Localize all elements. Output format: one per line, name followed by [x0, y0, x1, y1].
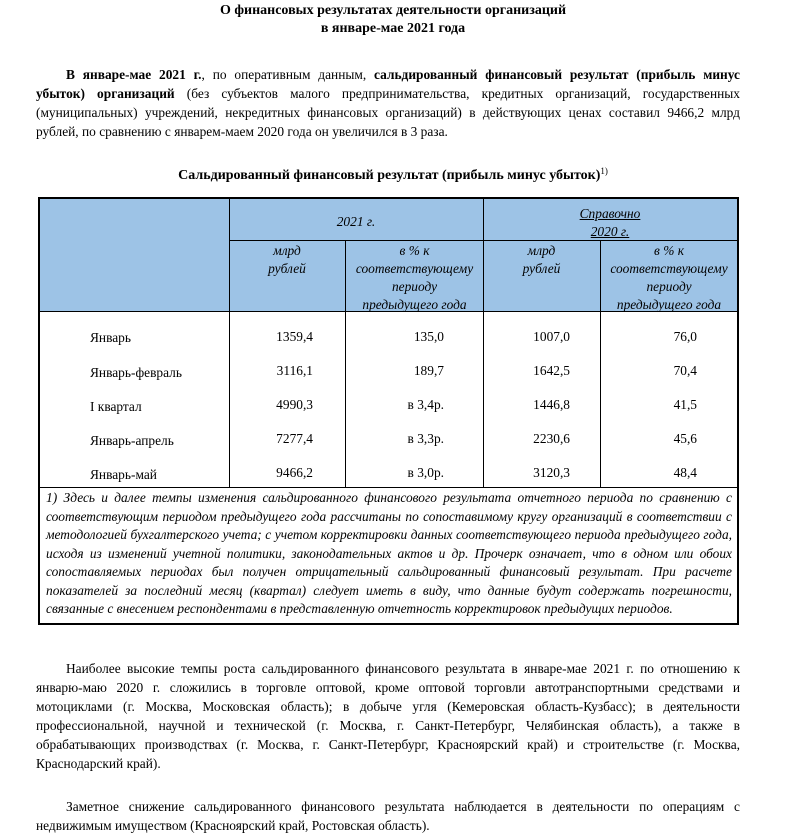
subheader-2020-mlrd-line-2: рублей	[522, 261, 561, 276]
document-title-line-2: в январе-мае 2021 года	[320, 21, 466, 36]
table-footnote: 1) Здесь и далее темпы изменения сальдированного финансового результата отчетного периода по сравнению с соответствующим периодом предыдущего года рассчитаны по сопоставимому кругу организаций в соответствии с методологией бухгалтерского учета; с учетом корректировки данных соответствующего периода предыдущего года, исходя из изменений учетной политики, законодательных актов и др. Прочерк означает, что в одном или обоих сопоставляемых периодах был получен отрицательный сальдированный финансовый результат. При расчете показателей за последний месяц (квартал) следует иметь в виду, что данные будут содержать погрешности, связанные с внесением респондентами в представленную отчетность корректировок предыдущих периодов.	[46, 490, 732, 616]
cell-q1-2021-value: 4990,3	[276, 397, 313, 412]
cell-jan-apr-2020-value: 2230,6	[533, 431, 570, 446]
header-2021: 2021 г.	[336, 214, 376, 229]
row-label-jan-may: Январь-май	[90, 467, 157, 482]
intro-text-2: (без субъектов малого предпринимательства, кредитных организаций, государственных (муниципальных) учреждений, некредитных финансовых организаций) в действующих ценах составил 9466,2 млрд рублей, по сравнению с январем-маем 2020 года он увеличился в 3 раза.	[36, 86, 740, 139]
cell-jan-2021-pct: 135,0	[413, 329, 444, 344]
subheader-2021-mlrd-line-2: рублей	[268, 261, 306, 276]
cell-jan-apr-2021-pct: в 3,3р.	[407, 431, 444, 446]
cell-jan-may-2020-pct: 48,4	[673, 465, 697, 480]
intro-bold-period: В январе-мае 2021 г.	[66, 67, 202, 82]
subheader-2020-pct	[601, 242, 737, 314]
financial-result-table	[38, 197, 739, 625]
cell-jan-feb-2021-value: 3116,1	[276, 363, 313, 378]
paragraph-growth: Наиболее высокие темпы роста сальдированного финансового результата в январе-мае 2021 г. по отношению к январю-маю 2020 г. сложились в торговле оптовой, кроме оптовой торговли автотранспортными средствами и мотоциклами (г. Москва, Московская область); в добыче угля (Кемеровская область-Кузбасс); в деятельности профессиональной, научной и технической (г. Москва, г. Санкт-Петербург, Челябинская область), а также в обрабатывающих производствах (г. Москва, г. Санкт-Петербург, Красноярский край) и строительстве (г. Москва, Краснодарский край).	[36, 661, 740, 771]
subheader-2021-mlrd	[229, 242, 345, 278]
paragraph-decline: Заметное снижение сальдированного финансового результата наблюдается в деятельности по операциям с недвижимым имуществом (Красноярский край, Ростовская область).	[36, 799, 740, 833]
subheader-2021-pct-line-4: предыдущего года	[362, 297, 467, 312]
intro-text-1: , по оперативным данным,	[201, 67, 375, 82]
subheader-2020-pct-line-1: в % к	[654, 243, 684, 258]
header-reference-line-1: Справочно	[579, 206, 641, 221]
row-label-jan: Январь	[90, 330, 131, 345]
cell-jan-apr-2021-value: 7277,4	[276, 431, 313, 446]
header-reference-line-2: 2020 г.	[590, 224, 630, 239]
subheader-2020-mlrd-line-1: млрд	[527, 243, 556, 258]
row-label-jan-feb: Январь-февраль	[90, 365, 182, 380]
subheader-2021-pct-line-3: периоду	[391, 279, 438, 294]
cell-q1-2020-value: 1446,8	[533, 397, 570, 412]
cell-jan-feb-2020-value: 1642,5	[533, 363, 570, 378]
subheader-2020-mlrd	[483, 242, 600, 278]
cell-jan-feb-2020-pct: 70,4	[673, 363, 697, 378]
intro-bold-result: сальдированный финансовый результат (прибыль минус убыток) организаций	[36, 67, 740, 101]
cell-jan-2020-value: 1007,0	[533, 329, 570, 344]
subheader-2020-pct-line-4: предыдущего года	[616, 297, 722, 312]
cell-jan-feb-2021-pct: 189,7	[413, 363, 444, 378]
document-title-line-1: О финансовых результатах деятельности организаций	[219, 3, 567, 18]
subheader-2020-pct-line-3: периоду	[646, 279, 692, 294]
subheader-2021-pct-line-1: в % к	[399, 243, 430, 258]
subheader-2021-pct-line-2: соответствующему	[355, 261, 474, 276]
table-title	[0, 162, 786, 185]
document-title	[0, 2, 786, 38]
row-label-jan-apr: Январь-апрель	[90, 433, 174, 448]
table-title-footnote-mark: 1)	[600, 166, 608, 176]
cell-q1-2020-pct: 41,5	[673, 397, 697, 412]
subheader-2021-mlrd-line-1: млрд	[273, 243, 301, 258]
intro-paragraph	[36, 65, 740, 141]
cell-q1-2021-pct: в 3,4р.	[407, 397, 444, 412]
cell-jan-may-2020-value: 3120,3	[533, 465, 570, 480]
cell-jan-2021-value: 1359,4	[276, 329, 313, 344]
subheader-2021-pct	[346, 242, 483, 314]
cell-jan-2020-pct: 76,0	[673, 329, 697, 344]
row-label-q1: I квартал	[90, 399, 142, 414]
cell-jan-may-2021-value: 9466,2	[276, 465, 313, 480]
table-hline-note	[40, 487, 737, 488]
cell-jan-may-2021-pct: в 3,0р.	[407, 465, 444, 480]
header-reference	[483, 205, 737, 241]
table-title-text: Сальдированный финансовый результат (прибыль минус убыток)	[178, 168, 601, 183]
cell-jan-apr-2020-pct: 45,6	[673, 431, 697, 446]
subheader-2020-pct-line-2: соответствующему	[610, 261, 728, 276]
